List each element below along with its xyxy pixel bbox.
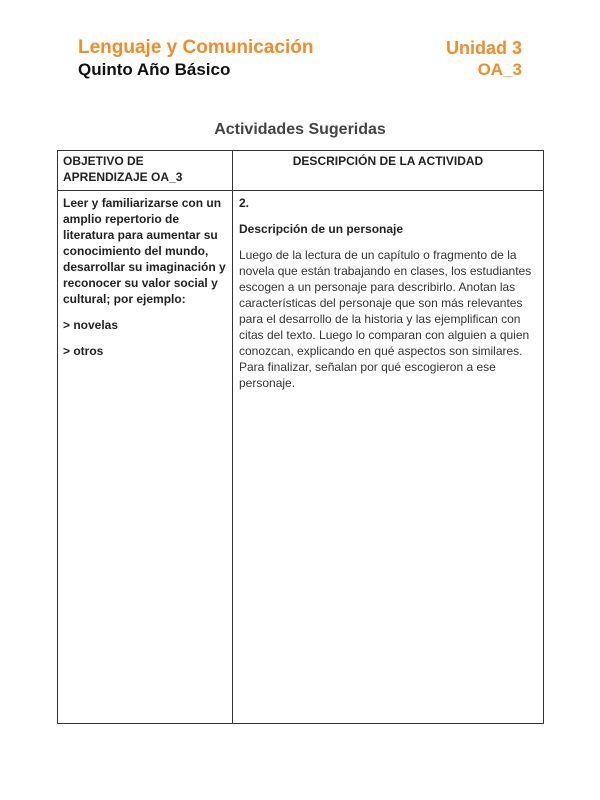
page-title: Actividades Sugeridas <box>214 121 386 138</box>
description-header: DESCRIPCIÓN DE LA ACTIVIDAD <box>233 151 544 191</box>
objective-item-novelas: > novelas <box>63 318 119 332</box>
table-row <box>58 191 544 724</box>
header-right <box>446 37 522 81</box>
objective-header: OBJETIVO DE APRENDIZAJE OA_3 <box>58 151 233 191</box>
activity-cell <box>233 191 544 724</box>
objective-code: OA_3 <box>477 60 522 79</box>
objective-cell <box>58 191 233 724</box>
header-left <box>78 37 313 81</box>
subject-title: Lenguaje y Comunicación <box>78 37 314 58</box>
objective-text: Leer y familiarizarse con un amplio repertorio de literatura para aumentar su conocimiento del mundo, desarrollar su imaginación y reconocer su valor social y cultural; por ejemplo: <box>63 196 226 306</box>
activity-number: 2. <box>239 196 250 210</box>
activity-description: Luego de la lectura de un capítulo o fragmento de la novela que están trabajando en clases, los estudiantes escogen a un personaje para describirlo. Anotan las características del personaje que son más relevantes para el desarrollo de la historia y las ejemplifican con citas del texto. Luego lo comparan con alguien a quien conozcan, explicando en qué aspectos son similares. Para finalizar, señalan por qué escogieron a ese personaje. <box>239 248 532 390</box>
grade-title: Quinto Año Básico <box>78 60 231 79</box>
objective-item-otros: > otros <box>63 344 104 358</box>
activity-title: Descripción de un personaje <box>239 222 404 236</box>
activities-table <box>57 150 544 724</box>
table-header-row <box>58 151 544 191</box>
unit-label: Unidad 3 <box>445 38 522 58</box>
